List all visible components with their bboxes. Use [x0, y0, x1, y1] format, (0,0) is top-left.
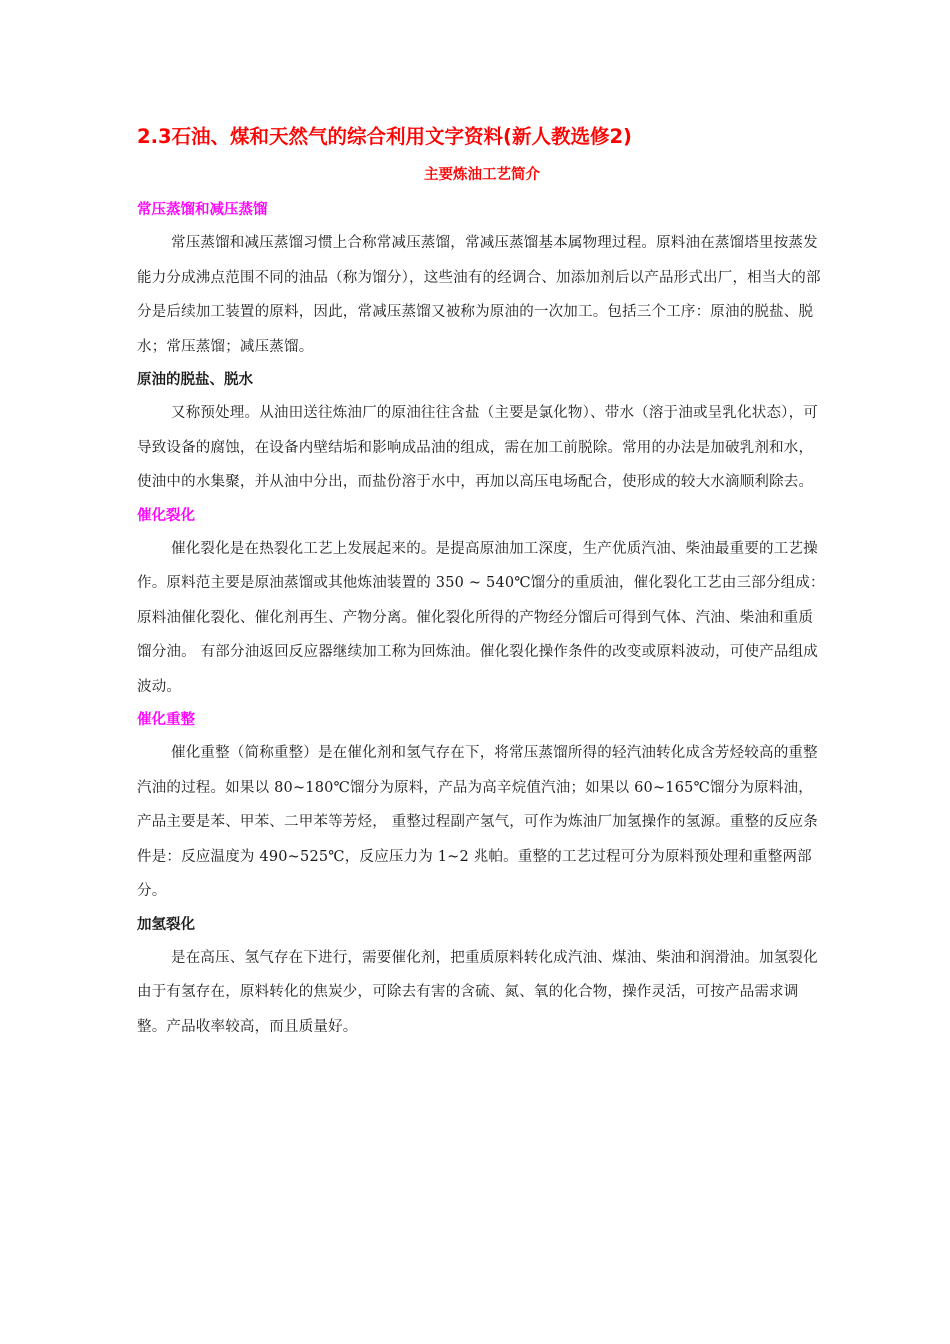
section-heading: 常压蒸馏和减压蒸馏	[137, 202, 268, 218]
section-heading: 加氢裂化	[137, 915, 195, 933]
document-subtitle: 主要炼油工艺简介	[424, 167, 540, 183]
section-desalting-dewatering	[137, 364, 827, 500]
section-paragraph: 催化重整（简称重整）是在催化剂和氢气存在下，将常压蒸馏所得的轻汽油转化成含芳烃较高的重整汽油的过程。如果以 80~180℃馏分为原料，产品为高辛烷值汽油；如果以 60~165℃馏分为原料油，产品主要是苯、甲苯、二甲苯等芳烃， 重整过程副产氢气，可作为炼油厂加氢操作的氢源。重整的反应条件是：反应温度为 490~525℃，反应压力为 1~2 兆帕。重整的工艺过程可分为原料预处理和重整两部分。	[137, 745, 819, 899]
section-heading: 催化裂化	[137, 507, 195, 524]
section-hydrocracking	[137, 909, 827, 1045]
section-paragraph: 又称预处理。从油田送往炼油厂的原油往往含盐（主要是氯化物）、带水（溶于油或呈乳化状态），可导致设备的腐蚀，在设备内壁结垢和影响成品油的组成，需在加工前脱除。常用的办法是加破乳剂和水，使油中的水集聚，并从油中分出，而盐份溶于水中，再加以高压电场配合，使形成的较大水滴顺利除去。	[137, 405, 818, 490]
section-atmospheric-vacuum-distillation	[137, 194, 827, 364]
section-catalytic-cracking	[137, 500, 827, 705]
document-title: 2.3石油、煤和天然气的综合利用文字资料(新人教选修2)	[137, 125, 632, 148]
section-catalytic-reforming	[137, 704, 827, 909]
section-paragraph: 是在高压、氢气存在下进行，需要催化剂，把重质原料转化成汽油、煤油、柴油和润滑油。加氢裂化由于有氢存在，原料转化的焦炭少，可除去有害的含硫、氮、氧的化合物，操作灵活，可按产品需求调整。产品收率较高，而且质量好。	[137, 949, 818, 1035]
section-paragraph: 催化裂化是在热裂化工艺上发展起来的。是提高原油加工深度，生产优质汽油、柴油最重要的工艺操作。原料范主要是原油蒸馏或其他炼油装置的 350 ~ 540℃馏分的重质油，催化裂化工艺由三部分组成：原料油催化裂化、催化剂再生、产物分离。催化裂化所得的产物经分馏后可得到气体、汽油、柴油和重质馏分油。 有部分油返回反应器继续加工称为回炼油。催化裂化操作条件的改变或原料波动，可使产品组成波动。	[137, 540, 825, 695]
document-content	[137, 118, 827, 1044]
section-paragraph: 常压蒸馏和减压蒸馏习惯上合称常减压蒸馏，常减压蒸馏基本属物理过程。原料油在蒸馏塔里按蒸发能力分成沸点范围不同的油品（称为馏分），这些油有的经调合、加添加剂后以产品形式出厂，相当大的部分是后续加工装置的原料，因此，常减压蒸馏又被称为原油的一次加工。包括三个工序：原油的脱盐、脱水；常压蒸馏；减压蒸馏。	[137, 235, 821, 355]
section-heading: 原油的脱盐、脱水	[137, 371, 253, 388]
section-heading: 催化重整	[137, 712, 195, 728]
